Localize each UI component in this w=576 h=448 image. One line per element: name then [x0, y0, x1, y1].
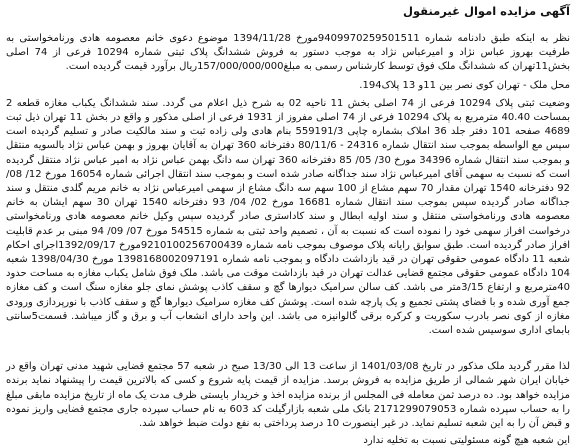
- paragraph-case-summary: نظر به اینکه طبق دادنامه شماره 9409970259501511مورخ 1394/11/28 موضوع دعوی خانم معصومه هادی ورنامخواستی به طرفیت بهروز عباس نژاد و امیرعباس نژاد به موجب دستور به فروش ششدانگ پلاک ثبتی شماره 10294 فرعی از 74 اصلی بخش11تهران که ششدانگ ملک فوق توسط کارشناس رسمی به مبلغ157/000/000/000ریال برآورد قیمت گردیده است.: [6, 33, 570, 73]
- paragraph-auction-terms: لذا مقرر گردید ملک مذکور در تاریخ 1401/03/08 از ساعت 13 الی 13/30 صبح در شعبه 57 مجتمع قضایی شهید مدنی تهران واقع در خیابان ایران شهر شمالی از طریق مزایده به فروش برسد. مزایده از قیمت پایه شروع و کسی که بالاترین قیمت را پیشنهاد نماید برنده مزایده خواهد بود. ده درصد ثمن معامله فی المجلس از برنده مزایده اخذ و خریدار بایستی ظرف مدت یک ماه از تاریخ مزایده مابقی مبلغ را به حساب سپرده شماره 2171299079053 بانک ملی شعبه بازارگیلت کد 603 به نام حساب سپرده جاری مجتمع قضایی واریز نموده و قبض آن را به این شعبه تسلیم نماید. در غیر اینصورت 10 درصد پرداختی به نفع دولت ضبط خواهد شد.: [6, 361, 571, 430]
- paragraph-eviction-disclaimer: این شعبه هیچ گونه مسئولیتی نسبت به تخلیه ندارد: [363, 435, 570, 447]
- paragraph-property-location: محل ملک - تهران کوی نصر بین 11و 13 پلاک194.: [359, 79, 570, 91]
- paragraph-registration-status: وضعیت ثبتی پلاک 10294 فرعی از 74 اصلی بخش 11 ناحیه 02 به شرح ذیل اعلام می گردد. سند ششدانگ یکباب مغازه قطعه 2 بمساحت 40.40 مترمربع به پلاک 10294 فرعی از 74 اصلی مفروز از 1931 فرعی از اصلی مذکور و واقع در بخش 11 تهران ذیل ثبت 4689 صفحه 101 دفتر جلد 36 املاک بشماره چاپی 559191/3 بنام هادی ولی زاده ثبت و سند مالکیت صادر و تسلیم گردیده است سپس مع الواسطه بموجب سند انتقال شماره 24316 - 80/11/6 دفترخانه 360 تهران به آقایان بهروز و بهمن عباس نژاد بالسویه منتقل و بموجب سند انتقال شماره 34396 مورخ 30/ 05/ 85 دفترخانه 360 تهران سه دانگ بهمن عباس نژاد به امیر عباس نژاد منتقل گردیده است که نسبت به سهمی آقای امیرعباس نژاد سند جداگانه صادر شده است و بموجب سند انتقال اجرائی شماره 16054 مورخ 12/ 08/ 92 دفترخانه 1540 تهران مقدار 70 سهم مشاع از 100 سهم سه دانگ مشاع از سهمی امیرعباس نژاد به خانم مریم گلدی منتقل و سند جداگانه صادر گردیده سپس بموجب سند انتقال شماره 16681 مورخ 02/ 04/ 93 دفترخانه 1540 تهران 30 سهم ایشان به خانم معصومه هادی ورنامخواستی منتقل و سند اولیه ابطال و سند کاداستری صادر گردیده سپس وکیل خانم معصومه هادی ورنامخواستی درخواست افراز سهمی خود را نموده است که نسبت به آن ، تصمیم واحد ثبتی به شماره 54515 مورخ 07/ 09/ 94 مبنی بر عدم قابلیت افراز صادر گردیده است. طبق سوابق رایانه پلاک موصوف بموجب نامه شماره 9210100256700439مورخ 1392/09/17اجرای احکام شعبه 11 دادگاه عمومی حقوقی تهران در قید بازداشت دادگاه و بموجب نامه شماره 1398168002097191 مورخ 1398/04/30 شعبه 104 دادگاه عمومی حقوقی مجتمع قضایی عدالت تهران در قید بازداشت موقت می باشد. ملک فوق شامل یکباب مغازه به مساحت حدود 40مترمربع و ارتفاع 3/15متر می باشد. کف سالن سرامیک دیوارها گچ و سقف کاذب پوشش نمای جلو مغازه سنگ است و کف مغازه جمع آوری شده و با فضای پشتی تجمیع و یک پارچه شده است. پوشش کف مغازه سرامیک دیوارها گچ و سقف کاذب با نورپردازی ورودی مغازه از کوی نصر بادرب سکوریت و کرکره برقی گالوانیزه می باشد. این واحد دارای انشعاب آب و برق و گاز میباشد. قسمت5سانتی بابمای اداری سوسیس شده است.: [6, 97, 571, 337]
- notice-title: آگهی مزایده اموال غیرمنقول: [402, 4, 570, 18]
